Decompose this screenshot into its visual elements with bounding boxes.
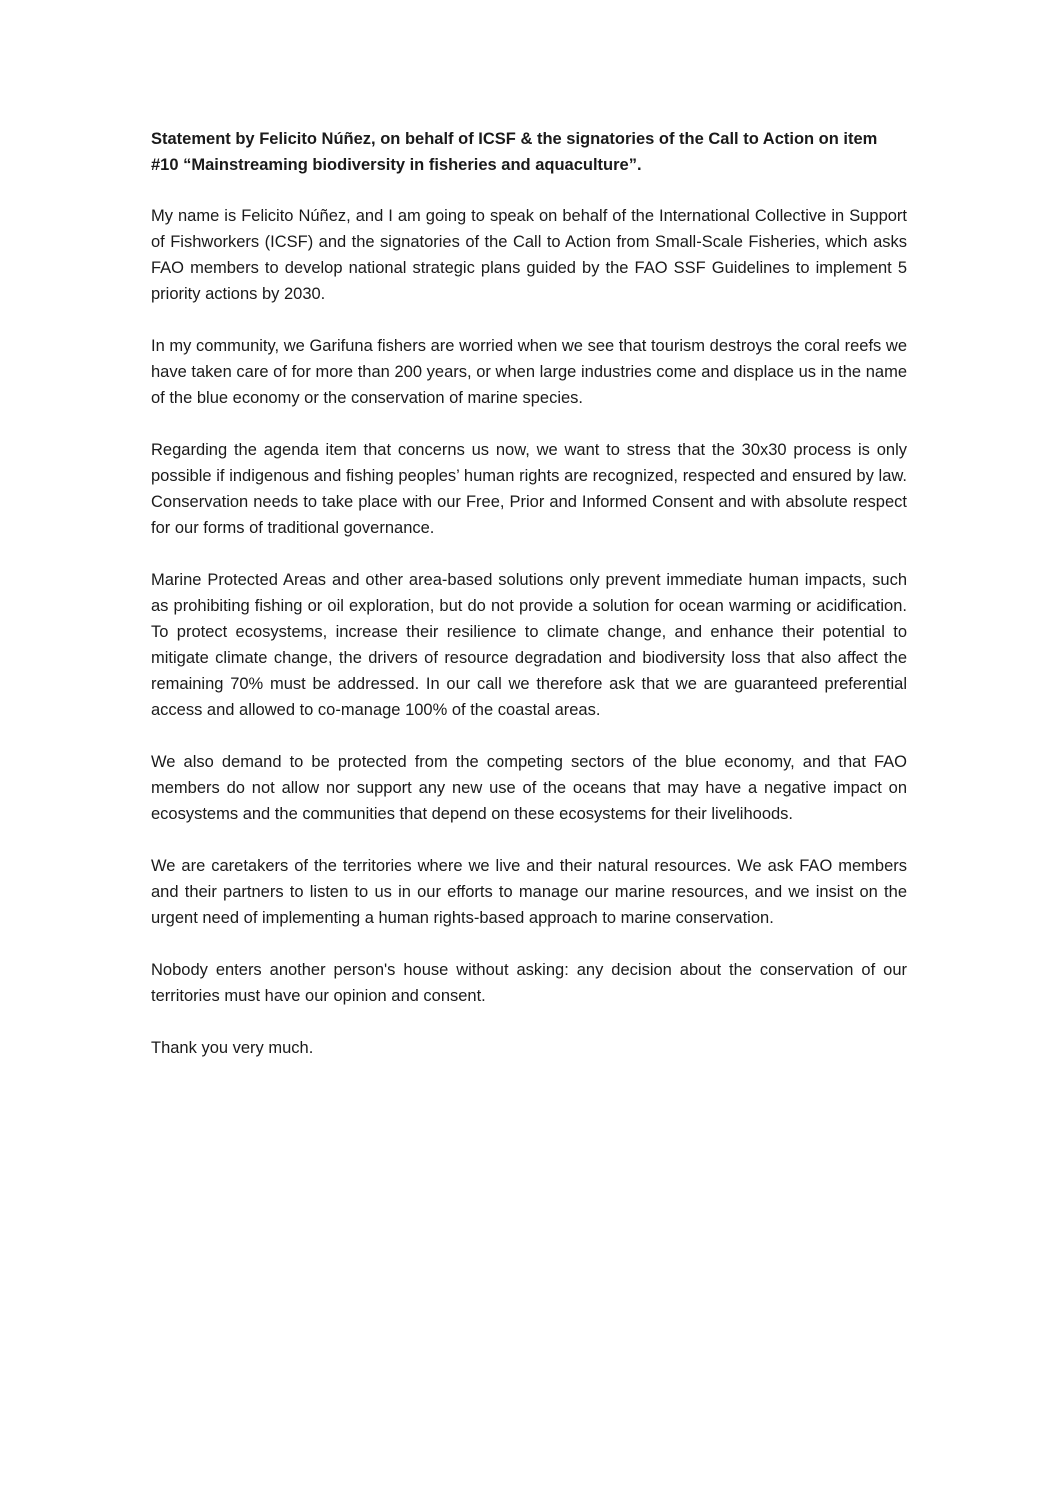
paragraph-closing: Thank you very much. [151, 1039, 314, 1057]
paragraph-introduction: My name is Felicito Núñez, and I am going to speak on behalf of the International Collective in Support of Fishworkers (ICSF) and the signatories of the Call to Action from Small-Scale Fisheries, which asks FAO members to develop national strategic plans guided by the FAO SSF Guidelines to implement 5 priority actions by 2030. [151, 207, 907, 303]
paragraph-community-concerns: In my community, we Garifuna fishers are worried when we see that tourism destroys the coral reefs we have taken care of for more than 200 years, or when large industries come and displace us in the name of the blue economy or the conservation of marine species. [151, 337, 907, 407]
document-title: Statement by Felicito Núñez, on behalf of ICSF & the signatories of the Call to Action on item #10 “Mainstreaming biodiversity in fisheries and aquaculture”. [151, 130, 878, 174]
paragraph-consent: Nobody enters another person's house without asking: any decision about the conservation of our territories must have our opinion and consent. [151, 961, 907, 1005]
paragraph-blue-economy-protection: We also demand to be protected from the competing sectors of the blue economy, and that FAO members do not allow nor support any new use of the oceans that may have a negative impact on ecosystems and the communities that depend on these ecosystems for their livelihoods. [151, 753, 907, 823]
document-body [151, 126, 907, 1087]
paragraph-30x30-rights: Regarding the agenda item that concerns us now, we want to stress that the 30x30 process is only possible if indigenous and fishing peoples’ human rights are recognized, respected and ensured by law. Conservation needs to take place with our Free, Prior and Informed Consent and with absolute respect for our forms of traditional governance. [151, 441, 907, 537]
paragraph-marine-protected-areas: Marine Protected Areas and other area-based solutions only prevent immediate human impacts, such as prohibiting fishing or oil exploration, but do not provide a solution for ocean warming or acidification. To protect ecosystems, increase their resilience to climate change, and enhance their potential to mitigate climate change, the drivers of resource degradation and biodiversity loss that also affect the remaining 70% must be addressed. In our call we therefore ask that we are guaranteed preferential access and allowed to co-manage 100% of the coastal areas. [151, 571, 907, 719]
paragraph-caretakers: We are caretakers of the territories where we live and their natural resources. We ask FAO members and their partners to listen to us in our efforts to manage our marine resources, and we insist on the urgent need of implementing a human rights-based approach to marine conservation. [151, 857, 907, 927]
